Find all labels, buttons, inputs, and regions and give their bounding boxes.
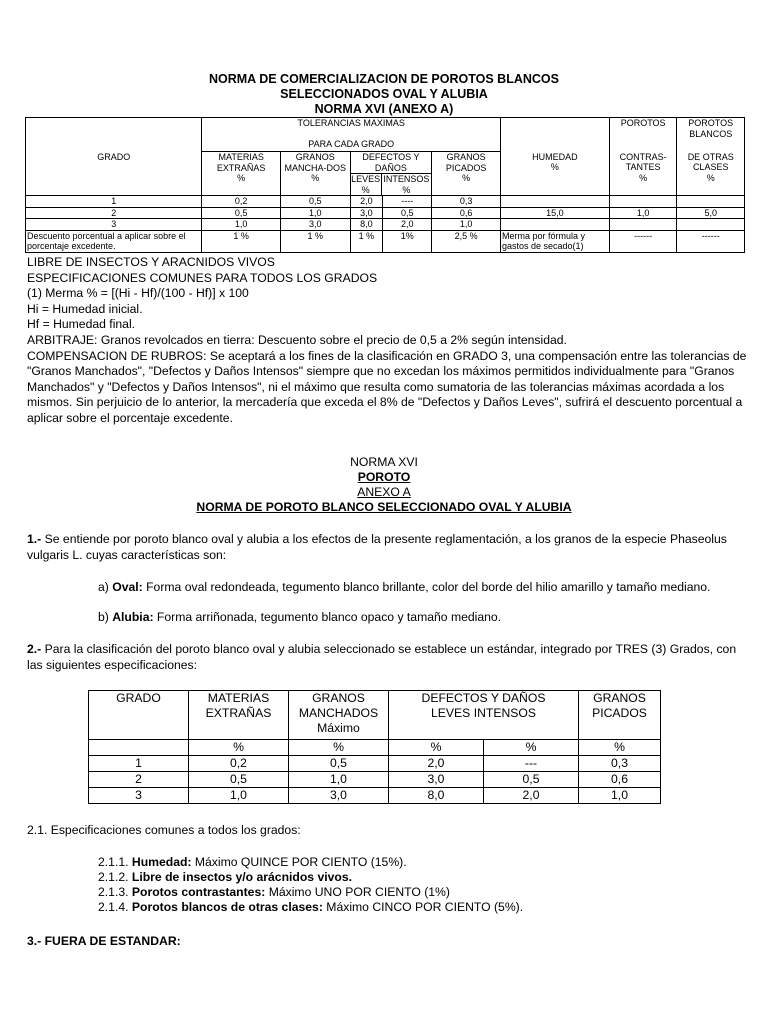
table-row — [89, 756, 661, 772]
percent-label: % — [639, 172, 648, 183]
item-text: Forma arriñonada, tegumento blanco opaco y tamaño mediano. — [153, 610, 502, 624]
cell-granos-manchados: 3,0 — [289, 788, 389, 804]
item-prefix: b) — [98, 610, 113, 624]
norma-heading: NORMA XVI — [350, 455, 418, 469]
note-merma-formula: (1) Merma % = [(Hi - Hf)/(100 - Hf)] x 100 — [27, 286, 249, 301]
porotos-blancos-label-2: BLANCOS — [689, 128, 733, 139]
percent-label: % — [361, 184, 370, 195]
blank-cell — [500, 118, 609, 152]
cell-intensos: 0,5 — [383, 207, 432, 219]
cell-otras-clases — [677, 196, 745, 208]
defectos-label-1: DEFECTOS Y DAÑOS — [421, 691, 546, 705]
note-hf: Hf = Humedad final. — [27, 317, 136, 332]
spec-text: Máximo CINCO POR CIENTO (5%). — [322, 900, 524, 914]
spec-term: Libre de insectos y/o arácnidos vivos. — [131, 870, 353, 884]
discount-label: Descuento porcentual a aplicar sobre el porcentaje excedente. — [26, 230, 202, 252]
cell-granos-manchados: 1,0 — [289, 772, 389, 788]
item-prefix: a) — [98, 580, 113, 594]
table-row — [89, 788, 661, 804]
cell-leves: 8,0 — [389, 788, 484, 804]
cell-granos-picados: 1,0 — [579, 788, 661, 804]
porotos-header — [609, 118, 677, 152]
percent-label: % — [402, 184, 411, 195]
cell-materias: 0,5 — [202, 207, 280, 219]
humedad-header — [500, 152, 609, 196]
grado-header — [26, 152, 202, 196]
porotos-blancos-header — [677, 118, 745, 152]
grado-label: GRADO — [116, 691, 161, 705]
granos-p-label-2: PICADOS — [445, 162, 487, 173]
cell-grado: 2 — [26, 207, 202, 219]
paragraph-text: Se entiende por poroto blanco oval y alubia a los efectos de la presente reglamentación, a los granos de la especie Phaseolus vulgaris L. cuyas características son: — [27, 532, 727, 562]
cell-leves: 8,0 — [350, 219, 383, 231]
contrastantes-header — [609, 152, 677, 196]
note-especificaciones: ESPECIFICACIONES COMUNES PARA TODOS LOS GRADOS — [27, 270, 378, 285]
discount-leves: 1 % — [350, 230, 383, 252]
cell-percent: % — [579, 740, 661, 756]
granos-picados-header — [579, 691, 661, 740]
cell-granos-picados: 0,6 — [579, 772, 661, 788]
cell-granos-manchados: 3,0 — [280, 219, 350, 231]
intensos-subheader — [382, 174, 432, 195]
table-row — [26, 207, 745, 219]
granos-m-label-1: GRANOS — [295, 152, 335, 162]
spec-text: Máximo QUINCE POR CIENTO (15%). — [191, 855, 407, 869]
discount-contrastantes: ------ — [609, 230, 677, 252]
note-compensacion: COMPENSACION DE RUBROS: Se aceptará a los fines de la clasificación en GRADO 3, una compensación entre las tolerancias de "Granos Manchados", "Defectos y Daños Intensos" siempre que no excedan los máximos permitidos individualmente para "Granos Manchados" y "Defectos y Daños Intensos", ni el máximo que resulta como sumatoria de las tolerancias máximas acordada a los mismos. Sin perjuicio de lo anterior, la mercadería que exceda el 8% de "Defectos y Daños Leves", sufrirá el descuento porcentual a aplicar sobre el porcentaje excedente. — [27, 348, 747, 425]
spec-number: 2.1.4. — [98, 900, 132, 914]
spec-text: Máximo UNO POR CIENTO (1%) — [265, 885, 450, 899]
materias-label-2: EXTRAÑAS — [205, 706, 272, 720]
section-3-heading: 3.- FUERA DE ESTANDAR: — [27, 934, 181, 948]
spec-otras-clases — [98, 900, 738, 916]
defectos-label-1: DEFECTOS Y — [362, 152, 420, 162]
spec-term: Porotos blancos de otras clases: — [131, 900, 323, 914]
cell-materias: 1,0 — [189, 788, 289, 804]
notes-block — [27, 255, 747, 427]
doc-title-line3: NORMA XVI (ANEXO A) — [314, 102, 454, 116]
granos-m-label-2: MANCHA-DOS — [284, 162, 346, 173]
cell-materias: 0,5 — [189, 772, 289, 788]
granos-p-label-1: GRANOS — [593, 691, 646, 705]
cell-grado: 3 — [26, 219, 202, 231]
defectos-header — [350, 152, 432, 196]
percent-label: % — [706, 172, 715, 183]
humedad-label: HUMEDAD — [532, 151, 578, 162]
cell-grado: 1 — [89, 756, 189, 772]
porotos-label: POROTOS — [620, 118, 666, 128]
spec-term: Humedad: — [131, 855, 192, 869]
cell-materias: 0,2 — [202, 196, 280, 208]
cell-leves: 3,0 — [389, 772, 484, 788]
otras-clases-header — [677, 152, 745, 196]
materias-label-2: EXTRAÑAS — [216, 162, 266, 173]
spec-number: 2.1.3. — [98, 885, 132, 899]
cell-humedad — [500, 196, 609, 208]
table-row — [26, 196, 745, 208]
spec-number: 2.1.2. — [98, 870, 132, 884]
blank-cell — [89, 740, 189, 756]
cell-contrastantes: 1,0 — [609, 207, 677, 219]
cell-otras-clases: 5,0 — [677, 207, 745, 219]
discount-intensos: 1% — [383, 230, 432, 252]
cell-contrastantes — [609, 219, 677, 231]
otras-label-1: DE OTRAS — [687, 151, 734, 162]
cell-granos-manchados: 0,5 — [280, 196, 350, 208]
leves-subheader — [351, 174, 382, 195]
defectos-label-2: LEVES INTENSOS — [431, 706, 536, 720]
contras-label-2: TANTES — [625, 162, 661, 172]
item-oval — [98, 580, 738, 596]
intensos-label: INTENSOS — [383, 174, 430, 184]
anexo-heading: ANEXO A — [357, 485, 411, 499]
tolerances-table — [25, 117, 745, 253]
cell-percent: % — [484, 740, 579, 756]
cell-granos-picados: 0,6 — [432, 207, 501, 219]
item-text: Forma oval redondeada, tegumento blanco brillante, color del borde del hilio amarillo y tamaño mediano. — [142, 580, 711, 594]
cell-intensos: 2,0 — [484, 788, 579, 804]
materias-header — [189, 691, 289, 740]
spec-contrastantes — [98, 885, 738, 901]
cell-granos-manchados: 0,5 — [289, 756, 389, 772]
cell-otras-clases — [677, 219, 745, 231]
table-row — [26, 219, 745, 231]
leves-label: LEVES — [351, 174, 381, 184]
grado-label: GRADO — [97, 151, 131, 162]
percent-label: % — [462, 173, 471, 183]
paragraph-2 — [27, 642, 747, 673]
cell-granos-picados: 1,0 — [432, 219, 501, 231]
doc-title-line2: SELECCIONADOS OVAL Y ALUBIA — [280, 87, 488, 101]
otras-label-2: CLASES — [692, 162, 729, 172]
granos-p-label-1: GRANOS — [446, 152, 486, 162]
subsection-2-1: 2.1. Especificaciones comunes a todos los grados: — [27, 823, 301, 837]
cell-grado: 1 — [26, 196, 202, 208]
cell-humedad: 15,0 — [500, 207, 609, 219]
discount-humedad: Merma por fórmula y gastos de secado(1) — [500, 230, 609, 252]
cell-percent: % — [289, 740, 389, 756]
discount-materias: 1 % — [202, 230, 280, 252]
cell-grado: 2 — [89, 772, 189, 788]
paragraph-number: 1.- — [27, 532, 42, 546]
granos-m-label-1: GRANOS — [312, 691, 365, 705]
granos-manchados-header — [289, 691, 389, 740]
note-libre-insectos: LIBRE DE INSECTOS Y ARACNIDOS VIVOS — [27, 255, 275, 269]
cell-contrastantes — [609, 196, 677, 208]
grado-header — [89, 691, 189, 740]
contras-label-1: CONTRAS- — [619, 151, 667, 162]
cell-leves: 3,0 — [350, 207, 383, 219]
paragraph-number: 2.- — [27, 642, 42, 656]
defectos-header — [389, 691, 579, 740]
tolerances-header — [202, 118, 500, 152]
cell-intensos: --- — [484, 756, 579, 772]
paragraph-1 — [27, 532, 747, 563]
cell-granos-manchados: 1,0 — [280, 207, 350, 219]
table-row — [89, 772, 661, 788]
granos-manchados-header — [280, 152, 350, 196]
spec-number: 2.1.1. — [98, 855, 132, 869]
cell-humedad — [500, 219, 609, 231]
percent-label: % — [311, 173, 320, 183]
discount-row — [26, 230, 745, 252]
cell-materias: 1,0 — [202, 219, 280, 231]
cell-intensos: 2,0 — [383, 219, 432, 231]
granos-m-label-2: MANCHADOS — [298, 706, 379, 720]
cell-granos-picados: 0,3 — [432, 196, 501, 208]
granos-p-label-2: PICADOS — [592, 706, 647, 720]
note-arbitraje: ARBITRAJE: Granos revolcados en tierra: Descuento sobre el precio de 0,5 a 2% según intensidad. — [27, 332, 567, 347]
tolerances-label: TOLERANCIAS MAXIMAS — [297, 118, 405, 128]
discount-granos-picados: 2,5 % — [432, 230, 501, 252]
cell-leves: 2,0 — [389, 756, 484, 772]
materias-label-1: MATERIAS — [207, 691, 270, 705]
discount-otras-clases: ------ — [677, 230, 745, 252]
percent-row — [89, 740, 661, 756]
percent-label: % — [237, 173, 246, 183]
materias-header — [202, 152, 280, 196]
item-alubia — [98, 610, 738, 626]
item-term: Oval: — [112, 580, 143, 594]
cell-intensos: 0,5 — [484, 772, 579, 788]
cell-percent: % — [389, 740, 484, 756]
spec-term: Porotos contrastantes: — [131, 885, 266, 899]
cell-granos-picados: 0,3 — [579, 756, 661, 772]
granos-picados-header — [432, 152, 501, 196]
discount-granos-manchados: 1 % — [280, 230, 350, 252]
granos-m-label-3: Máximo — [317, 721, 360, 735]
cell-leves: 2,0 — [350, 196, 383, 208]
defectos-label-2: DAÑOS — [374, 162, 407, 173]
cell-intensos: ---- — [383, 196, 432, 208]
norma-subtitle: NORMA DE POROTO BLANCO SELECCIONADO OVAL Y ALUBIA — [196, 500, 572, 514]
doc-title-line1: NORMA DE COMERCIALIZACION DE POROTOS BLANCOS — [208, 72, 559, 86]
spec-insectos — [98, 870, 738, 886]
blank-cell — [26, 118, 202, 152]
per-grade-label: PARA CADA GRADO — [308, 138, 395, 149]
note-hi: Hi = Humedad inicial. — [27, 301, 143, 316]
paragraph-text: Para la clasificación del poroto blanco oval y alubia seleccionado se establece un estándar, integrado por TRES (3) Grados, con las siguientes especificaciones: — [27, 642, 737, 672]
materias-label-1: MATERIAS — [218, 152, 264, 162]
poroto-heading: POROTO — [357, 470, 411, 484]
cell-grado: 3 — [89, 788, 189, 804]
item-term: Alubia: — [112, 610, 154, 624]
grades-table — [88, 690, 661, 804]
percent-label: % — [550, 162, 559, 172]
cell-materias: 0,2 — [189, 756, 289, 772]
spec-humedad — [98, 855, 738, 871]
cell-percent: % — [189, 740, 289, 756]
porotos-blancos-label-1: POROTOS — [688, 118, 734, 128]
